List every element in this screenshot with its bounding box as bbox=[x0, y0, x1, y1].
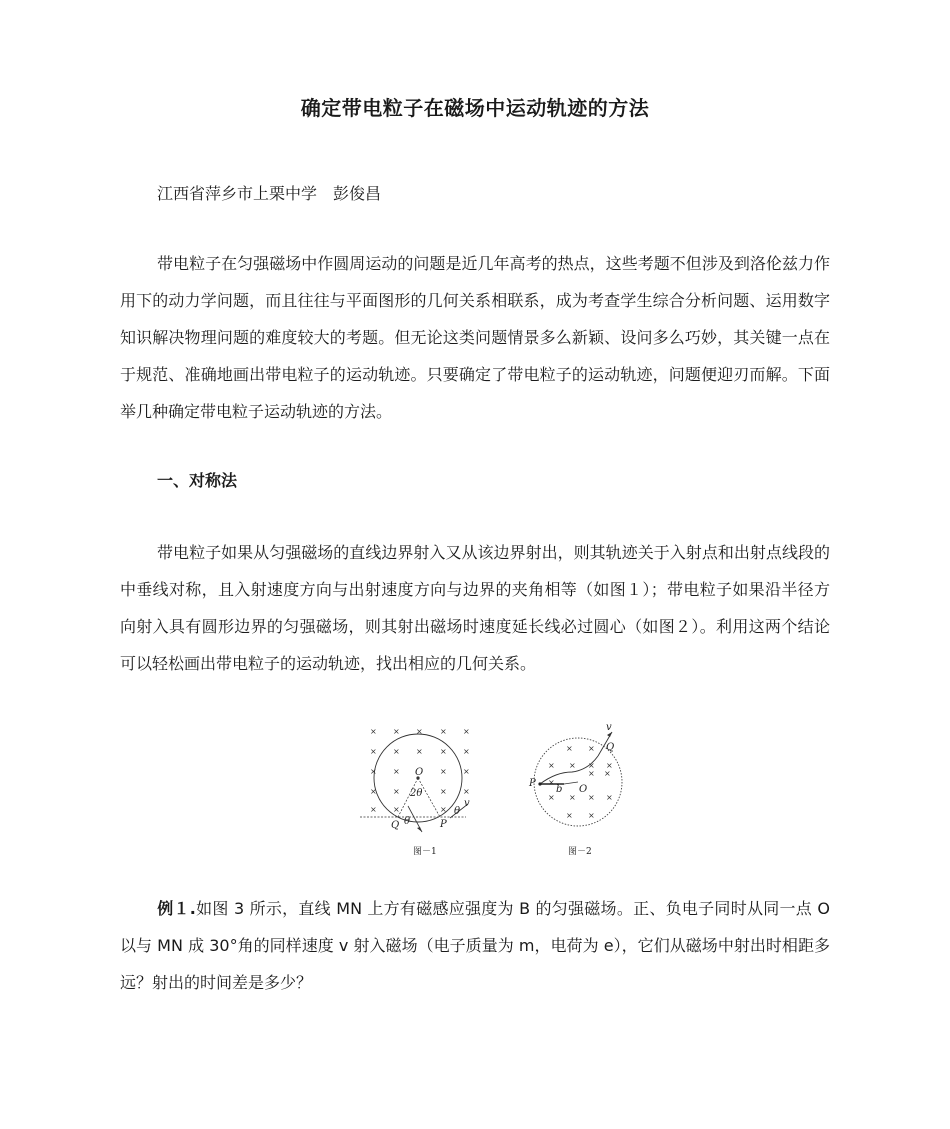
figure-1-diagram bbox=[358, 718, 500, 860]
svg-text:×: × bbox=[416, 747, 423, 756]
svg-text:×: × bbox=[393, 787, 400, 796]
figure-1-label-theta-right: θ bbox=[454, 806, 461, 817]
paragraph-intro-text: 带电粒子在匀强磁场中作圆周运动的问题是近几年高考的热点，这些考题不但涉及到洛伦兹力作用下的动力学问题，而且往往与平面图形的几何关系相联系，成为考查学生综合分析问题、运用数字知识解决物理问题的难度较大的考题。但无论这类问题情景多么新颖、设问多么巧妙，其关键一点在于规范、准确地画出带电粒子的运动轨迹。只要确定了带电粒子的运动轨迹，问题便迎刃而解。下面举几种确定带电粒子运动轨迹的方法。 bbox=[120, 254, 830, 421]
svg-text:×: × bbox=[370, 727, 377, 736]
svg-text:×: × bbox=[440, 727, 447, 736]
svg-text:×: × bbox=[463, 747, 470, 756]
figure-1-label-theta-left: θ bbox=[404, 816, 411, 827]
figure-2-label-q: Q bbox=[606, 742, 615, 753]
svg-text:×: × bbox=[370, 767, 377, 776]
svg-text:×: × bbox=[588, 811, 595, 820]
svg-text:×: × bbox=[548, 761, 555, 770]
svg-text:×: × bbox=[606, 793, 613, 802]
section-heading-symmetry: 一、对称法 bbox=[157, 471, 238, 490]
svg-text:×: × bbox=[604, 769, 611, 778]
svg-text:×: × bbox=[440, 747, 447, 756]
figure-2-label-p: P bbox=[529, 778, 536, 789]
svg-text:×: × bbox=[569, 793, 576, 802]
author-line: 江西省萍乡市上栗中学 彭俊昌 bbox=[157, 184, 382, 203]
svg-text:×: × bbox=[566, 811, 573, 820]
figure-1-caption: 图－1 bbox=[413, 847, 437, 857]
svg-text:×: × bbox=[440, 767, 447, 776]
svg-text:×: × bbox=[393, 805, 400, 814]
figure-1-label-q: Q bbox=[391, 820, 400, 831]
svg-text:×: × bbox=[588, 744, 595, 753]
figure-2-field-marks bbox=[548, 744, 613, 820]
figure-2-label-o: O bbox=[579, 784, 588, 795]
svg-text:×: × bbox=[370, 805, 377, 814]
svg-text:×: × bbox=[416, 727, 423, 736]
svg-text:×: × bbox=[566, 744, 573, 753]
paragraph-intro bbox=[120, 245, 830, 430]
paragraph-symmetry bbox=[120, 534, 830, 682]
figure-1-label-center: O bbox=[415, 767, 424, 778]
example-1-label: 例１. bbox=[157, 899, 196, 918]
figure-1-label-v: v bbox=[464, 798, 470, 809]
svg-text:×: × bbox=[440, 805, 447, 814]
figure-2 bbox=[526, 718, 632, 860]
paragraph-symmetry-text: 带电粒子如果从匀强磁场的直线边界射入又从该边界射出，则其轨迹关于入射点和出射点线段的中垂线对称，且入射速度方向与出射速度方向与边界的夹角相等（如图１）；带电粒子如果沿半径方向射入具有圆形边界的匀强磁场，则其射出磁场时速度延长线必过圆心（如图２）。利用这两个结论可以轻松画出带电粒子的运动轨迹，找出相应的几何关系。 bbox=[120, 543, 830, 673]
figure-2-label-b: b bbox=[556, 784, 563, 795]
svg-text:×: × bbox=[548, 778, 555, 787]
figure-2-entry-dot bbox=[538, 782, 541, 785]
svg-text:×: × bbox=[463, 767, 470, 776]
example-1 bbox=[120, 890, 830, 1001]
svg-text:×: × bbox=[393, 747, 400, 756]
svg-text:×: × bbox=[463, 727, 470, 736]
svg-text:×: × bbox=[463, 787, 470, 796]
figure-2-caption: 图－2 bbox=[568, 847, 592, 857]
svg-text:×: × bbox=[393, 727, 400, 736]
svg-text:×: × bbox=[370, 787, 377, 796]
figure-1-arrow-head bbox=[417, 827, 422, 832]
figure-2-diagram bbox=[526, 718, 632, 860]
svg-text:×: × bbox=[588, 761, 595, 770]
figure-1-label-2theta: 2θ bbox=[410, 788, 423, 799]
svg-text:×: × bbox=[370, 747, 377, 756]
svg-text:×: × bbox=[440, 787, 447, 796]
example-1-text: 如图 3 所示，直线 MN 上方有磁感应强度为 B 的匀强磁场。正、负电子同时从同一点 O 以与 MN 成 30°角的同样速度 v 射入磁场（电子质量为 m，电荷为 e），它们从磁场中射出时相距多远？射出的时间差是多少？ bbox=[120, 899, 830, 992]
svg-text:×: × bbox=[548, 793, 555, 802]
figure-2-center-line bbox=[564, 782, 578, 784]
svg-text:×: × bbox=[393, 767, 400, 776]
svg-text:×: × bbox=[588, 769, 595, 778]
svg-text:×: × bbox=[588, 793, 595, 802]
figure-1-label-p: P bbox=[440, 819, 447, 830]
document-title: 确定带电粒子在磁场中运动轨迹的方法 bbox=[300, 96, 650, 120]
figure-1 bbox=[358, 718, 500, 860]
svg-text:×: × bbox=[606, 761, 613, 770]
svg-text:×: × bbox=[569, 761, 576, 770]
figure-2-label-v: v bbox=[606, 722, 612, 733]
